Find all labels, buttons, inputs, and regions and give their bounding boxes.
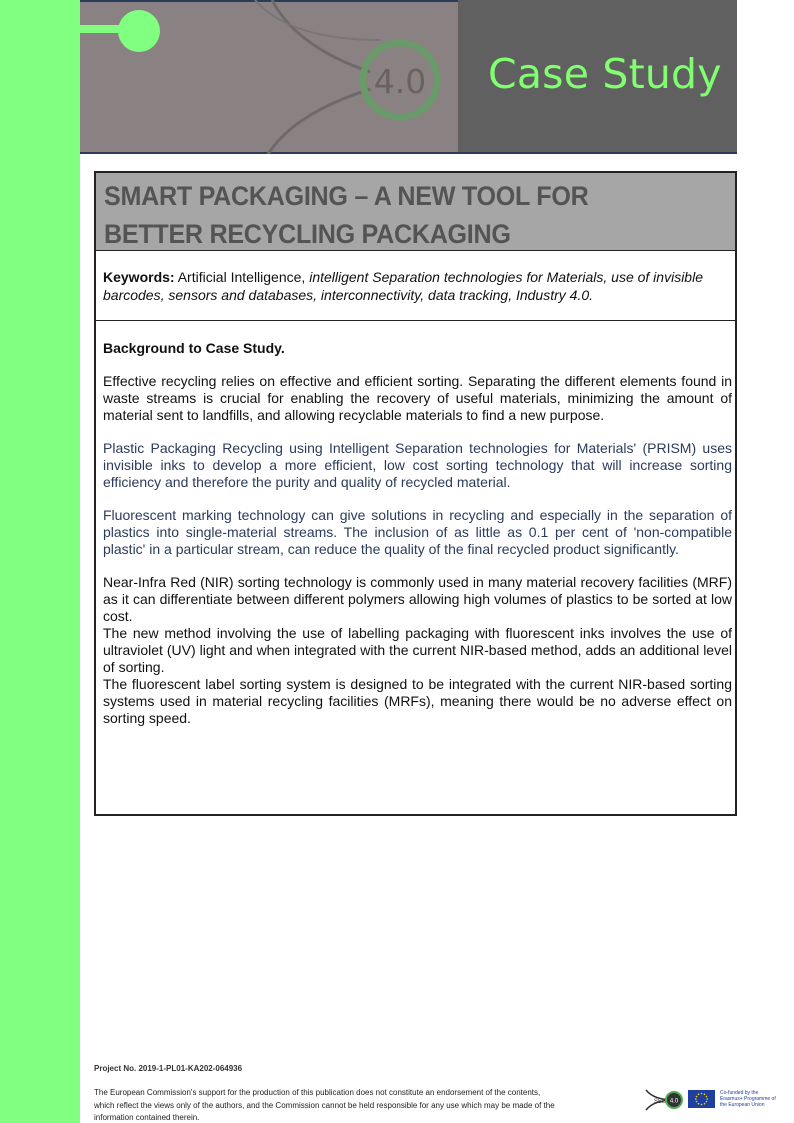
see-logo-text: SEE bbox=[654, 1099, 667, 1105]
header-banner bbox=[80, 0, 737, 154]
keywords-box bbox=[94, 250, 737, 321]
keywords-label: Keywords: bbox=[103, 269, 175, 285]
background-content bbox=[103, 340, 732, 727]
project-number: Project No. 2019-1-PL01-KA202-064936 bbox=[94, 1064, 243, 1073]
background-paragraph: Effective recycling relies on effective and efficient sorting. Separating the different elements found in waste streams is crucial for enabling the recovery of useful materials, minimizing the amount of material sent to landfills, and allowing recyclable materials to find a new purpose. bbox=[103, 373, 732, 423]
banner-badge-text: 4.0 bbox=[373, 62, 427, 101]
eu-cofunded-caption: Co-funded by the Erasmus+ Programme of the European Union bbox=[720, 1090, 776, 1108]
document-title: SMART PACKAGING – A NEW TOOL FOR BETTER RECYCLING PACKAGING bbox=[104, 181, 589, 249]
eu-disclaimer: The European Commission's support for the production of this publication does not constitute an endorsement of the contents, which reflect the views only of the authors, and the Commission cannot be held responsible for any use which may be made of the information contained therein. bbox=[94, 1088, 555, 1122]
eu-flag-icon bbox=[688, 1090, 715, 1108]
background-box bbox=[94, 320, 737, 816]
side-accent-strip bbox=[0, 0, 80, 1123]
keywords-text bbox=[103, 268, 703, 304]
see-logo-badge: 4.0 bbox=[669, 1098, 679, 1105]
see-logo-icon bbox=[644, 1087, 684, 1113]
background-paragraph: Fluorescent marking technology can give solutions in recycling and especially in the separation of plastics into single-material streams. The inclusion of as little as 0.1 per cent of 'non-compatible plastic' in a particular stream, can reduce the quality of the final recycled product significantly. bbox=[103, 507, 732, 557]
case-study-title: Case Study bbox=[488, 50, 722, 98]
keywords-italic: intelligent Separation technologies for Materials, use of invisible barcodes, sensors and databases, interconnectivity, data tracking, Industry 4.0. bbox=[103, 269, 703, 303]
background-paragraph: The fluorescent label sorting system is designed to be integrated with the current NIR-based sorting systems used in material recycling facilities (MRFs), meaning there would be no adverse effect on sorting speed. bbox=[103, 676, 732, 726]
background-paragraph: The new method involving the use of labelling packaging with fluorescent inks involves the use of ultraviolet (UV) light and when integrated with the current NIR-based method, adds an additional level of sorting. bbox=[103, 625, 732, 675]
background-paragraph: Plastic Packaging Recycling using Intelligent Separation technologies for Materials' (PRISM) uses invisible inks to develop a more efficient, low cost sorting technology that will increase sorting efficiency and therefore the purity and quality of recycled material. bbox=[103, 440, 732, 490]
document-title-box bbox=[94, 171, 737, 251]
background-heading: Background to Case Study. bbox=[103, 340, 285, 356]
keywords-plain: Artificial Intelligence, bbox=[174, 269, 310, 285]
background-paragraph: Near-Infra Red (NIR) sorting technology is commonly used in many material recovery facilities (MRF) as it can differentiate between different polymers allowing high volumes of plastics to be sorted at low cost. bbox=[103, 574, 732, 624]
